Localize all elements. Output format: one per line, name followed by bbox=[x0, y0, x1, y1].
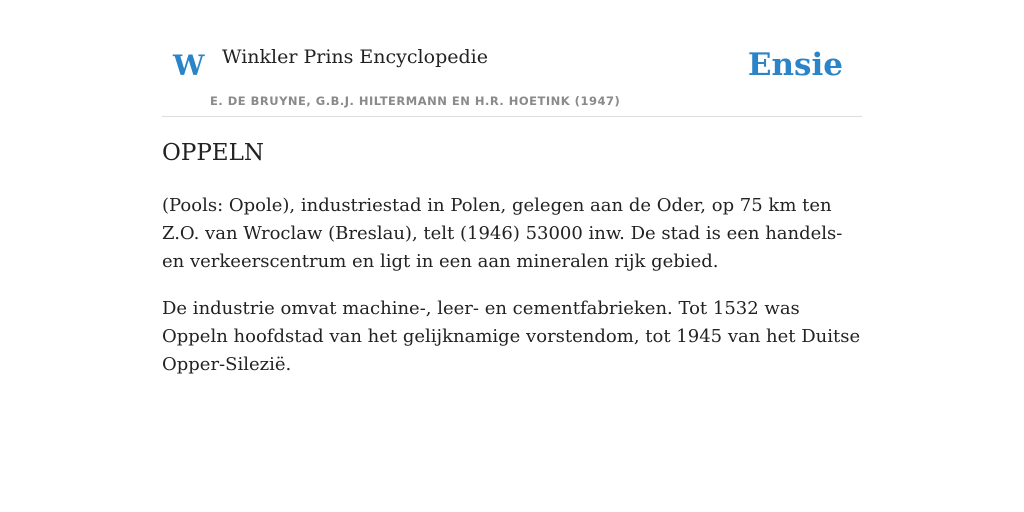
ensie-logo-link[interactable]: Ensie bbox=[747, 47, 843, 83]
book-authors: E. DE BRUYNE, G.B.J. HILTERMANN EN H.R. HOETINK (1947) bbox=[210, 94, 621, 108]
entry-paragraph: (Pools: Opole), industriestad in Polen, gelegen aan de Oder, op 75 km ten Z.O. van Wroclaw (Breslau), telt (1946) 53000 inw. De stad is een handels- en verkeerscentrum en ligt in een aan mineralen rijk gebied. bbox=[162, 195, 843, 272]
entry-title: OPPELN bbox=[162, 140, 264, 166]
entry-paragraph: De industrie omvat machine-, leer- en cementfabrieken. Tot 1532 was Oppeln hoofdstad van het gelijknamige vorstendom, tot 1945 van het Duitse Opper-Silezië. bbox=[162, 298, 861, 375]
book-title[interactable]: Winkler Prins Encyclopedie bbox=[222, 46, 488, 68]
encyclopedia-header bbox=[162, 0, 862, 117]
page-container bbox=[162, 0, 862, 375]
winkler-prins-logo[interactable]: W bbox=[173, 49, 205, 82]
